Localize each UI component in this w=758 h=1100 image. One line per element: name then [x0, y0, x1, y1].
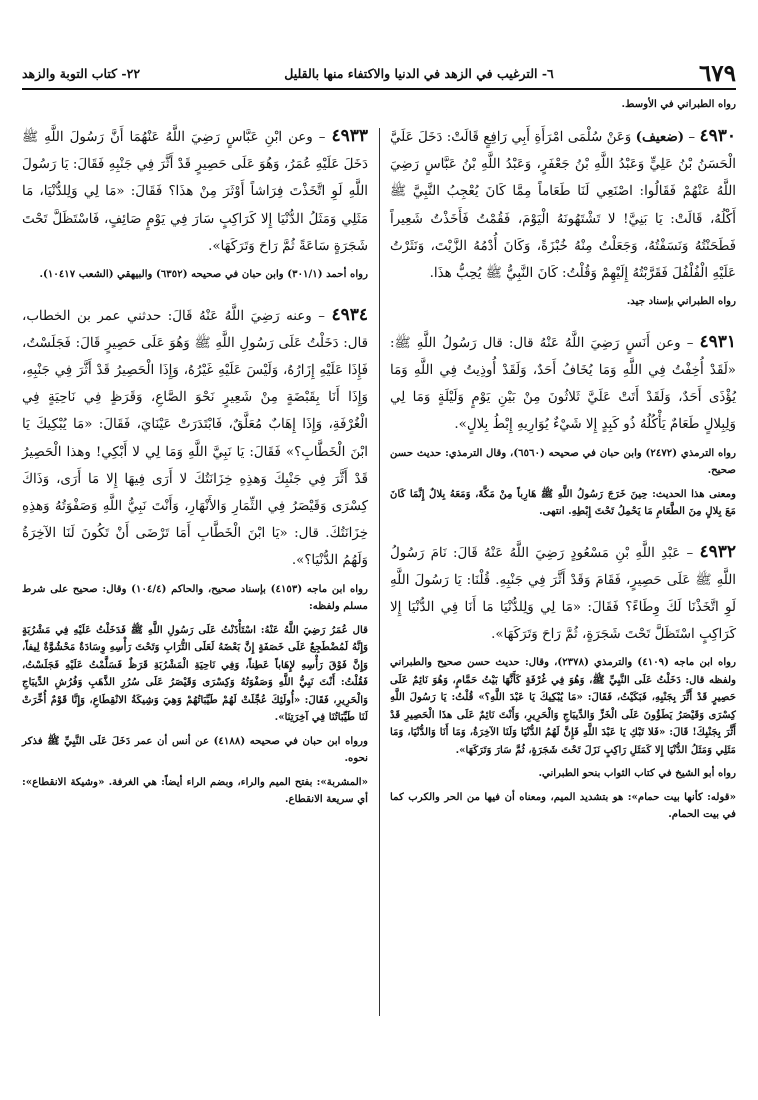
- hadith-text: وعنه رَضِيَ اللَّهُ عَنْهُ قَالَ: حدثني عمر بن الخطاب، قال: دَخَلْتُ عَلَى رَسُولِ اللَّهِ ﷺ وَهُوَ عَلَى حَصِيرٍ قَالَ: فَجَلَسْتُ، فَإِذَا عَلَيْهِ إِزَارُهُ، وَلَيْسَ عَلَيْهِ غَيْرُهُ، وَإِذَا الْحَصِيرُ قَدْ أَثَّرَ فِي جَنْبِهِ، وَإِذَا أَنَا بِقَبْضَةٍ مِنْ شَعِيرٍ نَحْوَ الصَّاعِ، وَقَرَظٍ فِي نَاحِيَةٍ فِي الْغُرْفَةِ، وَإِذَا إِهَابٌ مُعَلَّقٌ، فَابْتَدَرَتْ عَيْنَايَ، فَقَالَ: «مَا يُبْكِيكَ يَا ابْنَ الْخَطَّابِ؟» فَقَالَ: يَا نَبِيَّ اللَّهِ وَمَا لِي لا أَبْكِي! وهذا الْحَصِيرُ قَدْ أَثَّرَ فِي جَنْبِكَ وَهذِهِ خِزَانَتُكَ لا أَرَى فِيهَا إِلا مَا أَرَى، وَذَاكَ كِسْرَى وَقَيْصَرُ فِي الثِّمَارِ وَالأَنْهَارِ، وَأَنْتَ نَبِيُّ اللَّهِ وَصَفْوَتُهُ وَهذِهِ خِزَانَتُكَ. قال: «يَا ابْنَ الْخَطَّابِ أَمَا تَرْضَى أَنْ تَكُونَ لَنَا الآخِرَةُ وَلَهُمُ الدُّنْيَا؟».: [22, 308, 368, 569]
- top-source-note: رواه الطبراني في الأوسط.: [621, 98, 736, 110]
- hadith-source-2: ورواه ابن حبان في صحيحه (٤١٨٨) عن أنس أن عمر دَخَلَ عَلَى النَّبِيِّ ﷺ فذكر نحوه.: [22, 734, 368, 765]
- hadith-text: وَعَنْ سُلْمَى امْرَأَةِ أَبِي رَافِعٍ قَالَتْ: دَخَلَ عَلَيَّ الْحَسَنُ بْنُ عَلِيٍّ وَعَبْدُ اللَّهِ بْنُ جَعْفَرٍ، وَعَبْدُ اللَّهِ بْنُ عَبَّاسٍ رَضِيَ اللَّهُ عَنْهُمْ فَقَالُوا: اصْنَعِي لَنَا طَعَاماً مِمَّا كَانَ يُعْجِبُ النَّبِيَّ ﷺ أَكْلُهُ، قَالَتْ: يَا بَنِيَّ! لا تَشْتَهُونَهُ الْيَوْمَ، فَقُمْتُ فَأَخَذْتُ شَعِيراً فَطَحَنْتُهُ وَنَسَفْتُهُ، وَجَعَلْتُ مِنْهُ خُبْزَةً، وَكَانَ أُدْمُهُ الزَّيْتَ، وَنَثَرْتُ عَلَيْهِ الْفُلْفُلَ فَقَرَّبْتُهُ إِلَيْهِمْ وَقُلْتُ: كَانَ النَّبِيُّ ﷺ يُحِبُّ هذَا.: [390, 130, 736, 282]
- hadith-source: رواه الترمذي (٢٤٧٢) وابن حبان في صحيحه (٦٥٦٠)، وقال الترمذي: حديث حسن صحيح.: [390, 446, 736, 477]
- page-header: [22, 58, 736, 88]
- hadith-source: رواه ابن ماجه (٤١٠٩) والترمذي (٢٣٧٨)، وقال: حديث حسن صحيح والطبراني ولفظه قال: دَخَلْتُ عَلَى النَّبِيِّ ﷺ، وَهُوَ فِي غُرْفَةٍ كَأَنَّهَا بَيْتُ حَمَّامٍ، وَهُوَ نَائِمٌ عَلَى حَصِيرٍ قَدْ أَثَّرَ بِجَنْبِهِ، فَبَكَيْتُ، فَقَالَ: «مَا يُبْكِيكَ يَا عَبْدَ اللَّهِ؟» قُلْتُ: يَا رَسُولَ اللَّهِ كِسْرَى وَقَيْصَرُ يَطَؤُونَ عَلَى الْخَزِّ وَالدِّيبَاجِ وَالْحَرِيرِ، وَأَنْتَ نَائِمٌ عَلَى هذَا الْحَصِيرِ قَدْ أَثَّرَ بِجَنْبِكَ! قَالَ: «فَلا تَبْكِ يَا عَبْدَ اللَّهِ فَإِنَّ لَهُمُ الدُّنْيَا وَلَنَا الآخِرَةُ، وَمَا أَنَا وَالدُّنْيَا، وَمَا مَثَلِي وَمَثَلُ الدُّنْيَا إِلا كَمَثَلِ رَاكِبٍ نَزَلَ تَحْتَ شَجَرَةٍ، ثُمَّ سَارَ وَتَرَكَهَا».: [390, 656, 736, 756]
- hadith-text: عَبْدِ اللَّهِ بْنِ مَسْعُودٍ رَضِيَ اللَّهُ عَنْهُ قَالَ: نَامَ رَسُولُ اللَّهِ ﷺ عَلَى حَصِيرٍ، فَقَامَ وَقَدْ أَثَّرَ فِي جَنْبِهِ. قُلْنَا: يَا رَسُولَ اللَّهِ لَوِ اتَّخَذْنَا لَكَ وِطَاءً؟ فَقَالَ: «مَا لِي وَلِلدُّنْيَا مَا أَنَا فِي الدُّنْيَا إِلا كَرَاكِبٍ اسْتَظَلَّ تَحْتَ شَجَرَةٍ، ثُمَّ رَاحَ وَتَرَكَهَا».: [390, 545, 736, 643]
- hadith-number: ٤٩٣٤: [331, 304, 368, 325]
- column-divider: [379, 128, 380, 1016]
- hadith-variant: قال عُمَرُ رَضِيَ اللَّهُ عَنْهُ: اسْتَأْذَنْتُ عَلَى رَسُولِ اللَّهِ ﷺ فَدَخَلْتُ عَلَيْهِ فِي مَشْرُبَةٍ وَإِنَّهُ لَمُضْطَجِعٌ عَلَى خَصَفَةٍ إِنَّ بَعْضَهُ لَعَلَى التُّرَابِ وَتَحْتَ رَأْسِهِ وِسَادَةٌ مَحْشُوَّةٌ لِيفاً، وَإِنَّ فَوْقَ رَأْسِهِ لإِهَاباً عَطِناً، وَفِي نَاحِيَةِ الْمَشْرُبَةِ قَرَظٌ فَسَلَّمْتُ عَلَيْهِ فَجَلَسْتُ، فَقُلْتُ: أَنْتَ نَبِيُّ اللَّهِ وَصَفْوَتُهُ وَكِسْرَى وَقَيْصَرُ عَلَى سُرُرِ الذَّهَبِ وَفُرُشِ الدِّيبَاجِ وَالْحَرِيرِ، فَقَالَ: «أُولَئِكَ عُجِّلَتْ لَهُمْ طَيِّبَاتُهُمْ وَهِيَ وَشِيكَةُ الانْقِطَاعِ، وَإِنَّا قَوْمٌ أُخِّرَتْ لَنَا طَيِّبَاتُنَا فِي آخِرَتِنَا».: [22, 623, 368, 724]
- header-rule: [22, 88, 736, 90]
- hadith-number: ٤٩٣٠: [699, 126, 737, 146]
- hadith-4934: ٤٩٣٤ – وعنه رَضِيَ اللَّهُ عَنْهُ قَالَ: حدثني عمر بن الخطاب، قال: دَخَلْتُ عَلَى رَسُولِ اللَّهِ ﷺ وَهُوَ عَلَى حَصِيرٍ قَالَ: فَجَلَسْتُ، فَإِذَا عَلَيْهِ إِزَارُهُ، وَلَيْسَ عَلَيْهِ غَيْرُهُ، وَإِذَا الْحَصِيرُ قَدْ أَثَّرَ فِي جَنْبِهِ، وَإِذَا أَنَا بِقَبْضَةٍ مِنْ شَعِيرٍ نَحْوَ الصَّاعِ، وَقَرَظٍ فِي نَاحِيَةٍ فِي الْغُرْفَةِ، وَإِذَا إِهَابٌ مُعَلَّقٌ، فَابْتَدَرَتْ عَيْنَايَ، فَقَالَ: «مَا يُبْكِيكَ يَا ابْنَ الْخَطَّابِ؟» فَقَالَ: يَا نَبِيَّ اللَّهِ وَمَا لِي لا أَبْكِي! وهذا الْحَصِيرُ قَدْ أَثَّرَ فِي جَنْبِكَ وَهذِهِ خِزَانَتُكَ لا أَرَى فِيهَا إِلا مَا أَرَى، وَذَاكَ كِسْرَى وَقَيْصَرُ فِي الثِّمَارِ وَالأَنْهَارِ، وَأَنْتَ نَبِيُّ اللَّهِ وَصَفْوَتُهُ وَهذِهِ خِزَانَتُكَ. قال: «يَا ابْنَ الْخَطَّابِ أَمَا تَرْضَى أَنْ تَكُونَ لَنَا الآخِرَةُ وَلَهُمُ الدُّنْيَا؟».: [22, 304, 368, 569]
- hadith-text: وعن ابْنِ عَبَّاسٍ رَضِيَ اللَّهُ عَنْهُمَا أَنَّ رَسُولَ اللَّهِ ﷺ دَخَلَ عَلَيْهِ عُمَرُ، وَهُوَ عَلَى حَصِيرٍ قَدْ أَثَّرَ فِي جَنْبِهِ فَقَالَ: يَا رَسُولَ اللَّهِ لَوِ اتَّخَذْتَ فِرَاشاً أَوْثَرَ مِنْ هذَا؟ فَقَالَ: «مَا لِي وَلِلدُّنْيَا، مَا مَثَلِي وَمَثَلُ الدُّنْيَا إِلا كَرَاكِبٍ سَارَ فِي يَوْمٍ صَائِفٍ، فَاسْتَظَلَّ تَحْتَ شَجَرَةٍ سَاعَةً ثُمَّ رَاحَ وَتَرَكَهَا».: [22, 130, 368, 254]
- chapter-title: ٦- الترغيب في الزهد في الدنيا والاكتفاء منها بالقليل: [284, 65, 554, 81]
- left-column: [22, 96, 368, 815]
- hadith-4933: ٤٩٣٣ – وعن ابْنِ عَبَّاسٍ رَضِيَ اللَّهُ عَنْهُمَا أَنَّ رَسُولَ اللَّهِ ﷺ دَخَلَ عَلَيْهِ عُمَرُ، وَهُوَ عَلَى حَصِيرٍ قَدْ أَثَّرَ فِي جَنْبِهِ فَقَالَ: يَا رَسُولَ اللَّهِ لَوِ اتَّخَذْتَ فِرَاشاً أَوْثَرَ مِنْ هذَا؟ فَقَالَ: «مَا لِي وَلِلدُّنْيَا، مَا مَثَلِي وَمَثَلُ الدُّنْيَا إِلا كَرَاكِبٍ سَارَ فِي يَوْمٍ صَائِفٍ، فَاسْتَظَلَّ تَحْتَ شَجَرَةٍ سَاعَةً ثُمَّ رَاحَ وَتَرَكَهَا».: [22, 126, 369, 254]
- hadith-source-2: رواه أبو الشيخ في كتاب الثواب بنحو الطبراني.: [538, 767, 736, 780]
- book-title: ٢٢- كتاب التوبة والزهد: [22, 65, 141, 81]
- hadith-number: ٤٩٣٣: [331, 126, 369, 146]
- hadith-source: رواه أحمد (٣٠١/١) وابن حبان في صحيحه (٦٣٥٢) والبيهقي (الشعب ١٠٤١٧).: [39, 268, 368, 281]
- hadith-source: رواه ابن ماجه (٤١٥٣) بإسناد صحيح، والحاكم (١٠٤/٤) وقال: صحيح على شرط مسلم ولفظه:: [22, 582, 368, 613]
- hadith-4932: ٤٩٣٢ – عَبْدِ اللَّهِ بْنِ مَسْعُودٍ رَضِيَ اللَّهُ عَنْهُ قَالَ: نَامَ رَسُولُ اللَّهِ ﷺ عَلَى حَصِيرٍ، فَقَامَ وَقَدْ أَثَّرَ فِي جَنْبِهِ. قُلْنَا: يَا رَسُولَ اللَّهِ لَوِ اتَّخَذْنَا لَكَ وِطَاءً؟ فَقَالَ: «مَا لِي وَلِلدُّنْيَا مَا أَنَا فِي الدُّنْيَا إِلا كَرَاكِبٍ اسْتَظَلَّ تَحْتَ شَجَرَةٍ، ثُمَّ رَاحَ وَتَرَكَهَا».: [390, 541, 737, 643]
- hadith-gloss: «المشربة»: بفتح الميم والراء، وبضم الراء أيضاً: هي الغرفة. «وشيكة الانقطاع»: أي سريعة الانقطاع.: [22, 775, 368, 806]
- hadith-number: ٤٩٣٢: [699, 541, 737, 562]
- hadith-grade: (ضعيف): [635, 129, 685, 145]
- hadith-4930: ٤٩٣٠ – (ضعيف) وَعَنْ سُلْمَى امْرَأَةِ أَبِي رَافِعٍ قَالَتْ: دَخَلَ عَلَيَّ الْحَسَنُ بْنُ عَلِيٍّ وَعَبْدُ اللَّهِ بْنُ جَعْفَرٍ، وَعَبْدُ اللَّهِ بْنُ عَبَّاسٍ رَضِيَ اللَّهُ عَنْهُمْ فَقَالُوا: اصْنَعِي لَنَا طَعَاماً مِمَّا كَانَ يُعْجِبُ النَّبِيَّ ﷺ أَكْلُهُ، قَالَتْ: يَا بَنِيَّ! لا تَشْتَهُونَهُ الْيَوْمَ، فَقُمْتُ فَأَخَذْتُ شَعِيراً فَطَحَنْتُهُ وَنَسَفْتُهُ، وَجَعَلْتُ مِنْهُ خُبْزَةً، وَكَانَ أُدْمُهُ الزَّيْتَ، وَنَثَرْتُ عَلَيْهِ الْفُلْفُلَ فَقَرَّبْتُهُ إِلَيْهِمْ وَقُلْتُ: كَانَ النَّبِيُّ ﷺ يُحِبُّ هذَا.: [390, 126, 737, 282]
- hadith-4931: ٤٩٣١ – وعن أَنَسٍ رَضِيَ اللَّهُ عَنْهُ قال: قال رَسُولُ اللَّهِ ﷺ: «لَقَدْ أُخِفْتُ فِي اللَّهِ وَمَا يُخَافُ أَحَدٌ، وَلَقَدْ أُوذِيتُ فِي اللَّهِ وَمَا يُؤْذَى أَحَدٌ، وَلَقَدْ أَتَتْ عَلَيَّ ثَلاثُونَ مِنْ بَيْنِ يَوْمٍ وَلَيْلَةٍ وَمَا لِي وَلِبِلالٍ طَعَامٌ يَأْكُلُهُ ذُو كَبِدٍ إِلا شَيْءٌ يُوَارِيهِ إِبْطُ بِلالٍ».: [390, 331, 737, 433]
- hadith-text: وعن أَنَسٍ رَضِيَ اللَّهُ عَنْهُ قال: قال رَسُولُ اللَّهِ ﷺ: «لَقَدْ أُخِفْتُ فِي اللَّهِ وَمَا يُخَافُ أَحَدٌ، وَلَقَدْ أُوذِيتُ فِي اللَّهِ وَمَا يُؤْذَى أَحَدٌ، وَلَقَدْ أَتَتْ عَلَيَّ ثَلاثُونَ مِنْ بَيْنِ يَوْمٍ وَلَيْلَةٍ وَمَا لِي وَلِبِلالٍ طَعَامٌ يَأْكُلُهُ ذُو كَبِدٍ إِلا شَيْءٌ يُوَارِيهِ إِبْطُ بِلالٍ».: [390, 335, 736, 433]
- hadith-source: رواه الطبراني بإسناد جيد.: [626, 295, 736, 308]
- page-number: ٦٧٩: [698, 59, 736, 87]
- right-column: [390, 96, 736, 830]
- hadith-meaning: ومعنى هذا الحديث: حِينَ خَرَجَ رَسُولُ اللَّهِ ﷺ هَارِباً مِنْ مَكَّةَ، وَمَعَهُ بِلالٌ إِنَّمَا كَانَ مَعَ بِلالٍ مِنَ الطَّعَامِ مَا يَحْمِلُ تَحْتَ إِبْطِهِ. انتهى.: [390, 487, 736, 518]
- gloss-continuation: [22, 96, 368, 113]
- hadith-number: ٤٩٣١: [699, 331, 737, 352]
- hadith-gloss: «قوله: كأنها بيت حمام»: هو بتشديد الميم، ومعناه أن فيها من الحر والكرب كما في بيت الحمام.: [390, 790, 736, 821]
